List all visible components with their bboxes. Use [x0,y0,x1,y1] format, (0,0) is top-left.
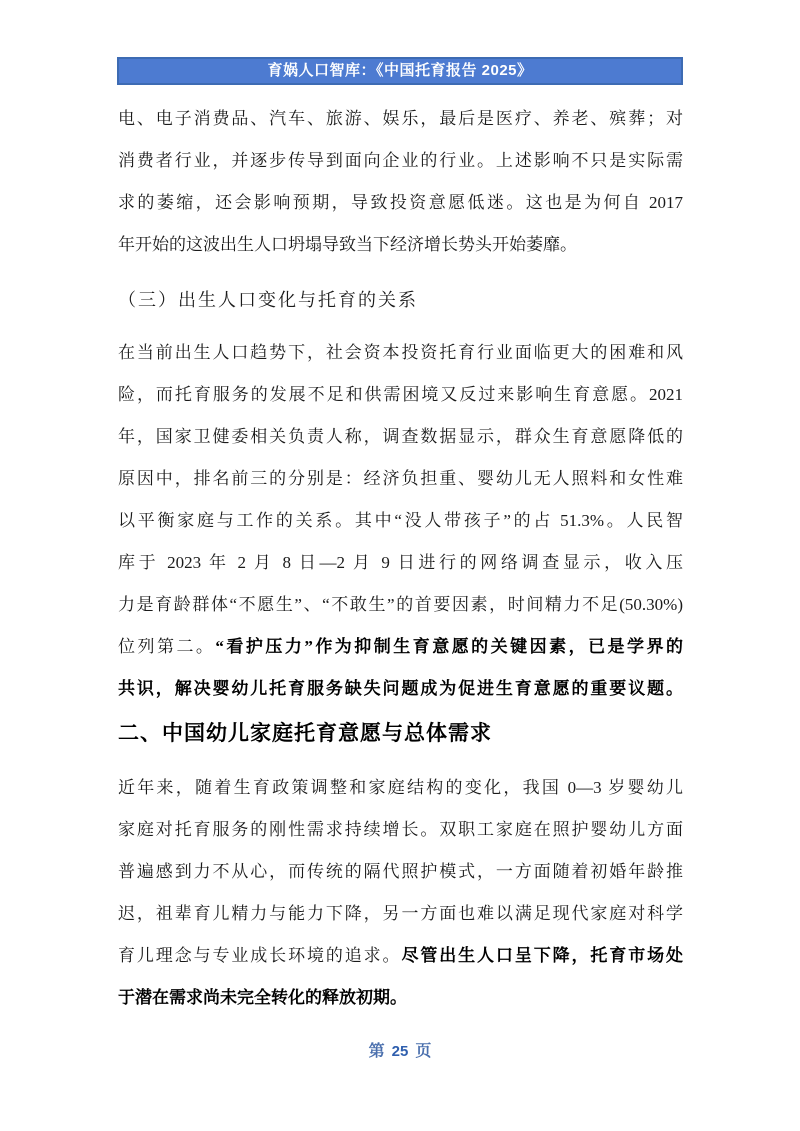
text-run: 求的萎缩，还会影响预期，导致投资意愿低迷。这也是为何自 2017 [118,193,683,212]
paragraph [118,767,683,1019]
text-line [118,140,683,182]
text-line [118,224,683,266]
text-line [118,542,683,584]
text-run: 育儿理念与专业成长环境的追求。 [118,946,402,965]
text-run: 年，国家卫健委相关负责人称，调查数据显示，群众生育意愿降低的 [118,427,683,446]
page-number: 25 [391,1043,409,1060]
section-heading: 二、中国幼儿家庭托育意愿与总体需求 [118,721,492,745]
text-line [118,332,683,374]
paragraph [118,332,683,710]
text-line [118,584,683,626]
text-run: 电、电子消费品、汽车、旅游、娱乐，最后是医疗、养老、殡葬；对 [118,109,683,128]
text-run: 原因中，排名前三的分别是：经济负担重、婴幼儿无人照料和女性难 [118,469,683,488]
bold-text-run: 共识，解决婴幼儿托育服务缺失问题成为促进生育意愿的重要议题。 [118,679,683,698]
text-line [118,182,683,224]
text-line [118,809,683,851]
text-line [118,893,683,935]
text-run: 年开始的这波出生人口坍塌导致当下经济增长势头开始萎靡。 [118,235,577,254]
text-run: 普遍感到力不从心，而传统的隔代照护模式，一方面随着初婚年龄推 [118,862,683,881]
text-line [118,626,683,668]
page-number-prefix: 第 [368,1043,385,1060]
text-line [118,416,683,458]
text-line [118,458,683,500]
text-run: 库于 2023 年 2 月 8 日—2 月 9 日进行的网络调查显示，收入压 [118,553,683,572]
bold-text-run: “看护压力”作为抑制生育意愿的关键因素，已是学界的 [215,637,684,656]
paragraph [118,98,683,266]
text-run: 近年来，随着生育政策调整和家庭结构的变化，我国 0—3 岁婴幼儿 [118,778,683,797]
bold-text-run: 尽管出生人口呈下降，托育市场处 [401,946,684,965]
text-run: 以平衡家庭与工作的关系。其中“没人带孩子”的占 51.3%。人民智 [118,511,683,530]
text-line [118,977,683,1019]
text-run: 消费者行业，并逐步传导到面向企业的行业。上述影响不只是实际需 [118,151,683,170]
page-header-banner [117,57,683,85]
text-run: 位列第二。 [118,637,216,656]
report-title: 育娲人口智库：《中国托育报告 2025》 [267,62,533,79]
text-line [118,851,683,893]
page-footer [0,1038,800,1061]
text-line [118,500,683,542]
text-run: 迟，祖辈育儿精力与能力下降，另一方面也难以满足现代家庭对科学 [118,904,683,923]
text-line [118,767,683,809]
document-body [118,98,683,1019]
text-line [118,374,683,416]
page-number-suffix: 页 [415,1043,432,1060]
text-line [118,935,683,977]
text-run: 险，而托育服务的发展不足和供需困境又反过来影响生育意愿。2021 [118,385,683,404]
text-line [118,98,683,140]
text-run: 力是育龄群体“不愿生”、“不敢生”的首要因素，时间精力不足(50.30%) [118,595,683,614]
subsection-heading: （三）出生人口变化与托育的关系 [118,290,418,310]
text-run: 家庭对托育服务的刚性需求持续增长。双职工家庭在照护婴幼儿方面 [118,820,683,839]
text-run: 在当前出生人口趋势下，社会资本投资托育行业面临更大的困难和风 [118,343,683,362]
bold-text-run: 于潜在需求尚未完全转化的释放初期。 [118,988,407,1007]
text-line [118,668,683,710]
